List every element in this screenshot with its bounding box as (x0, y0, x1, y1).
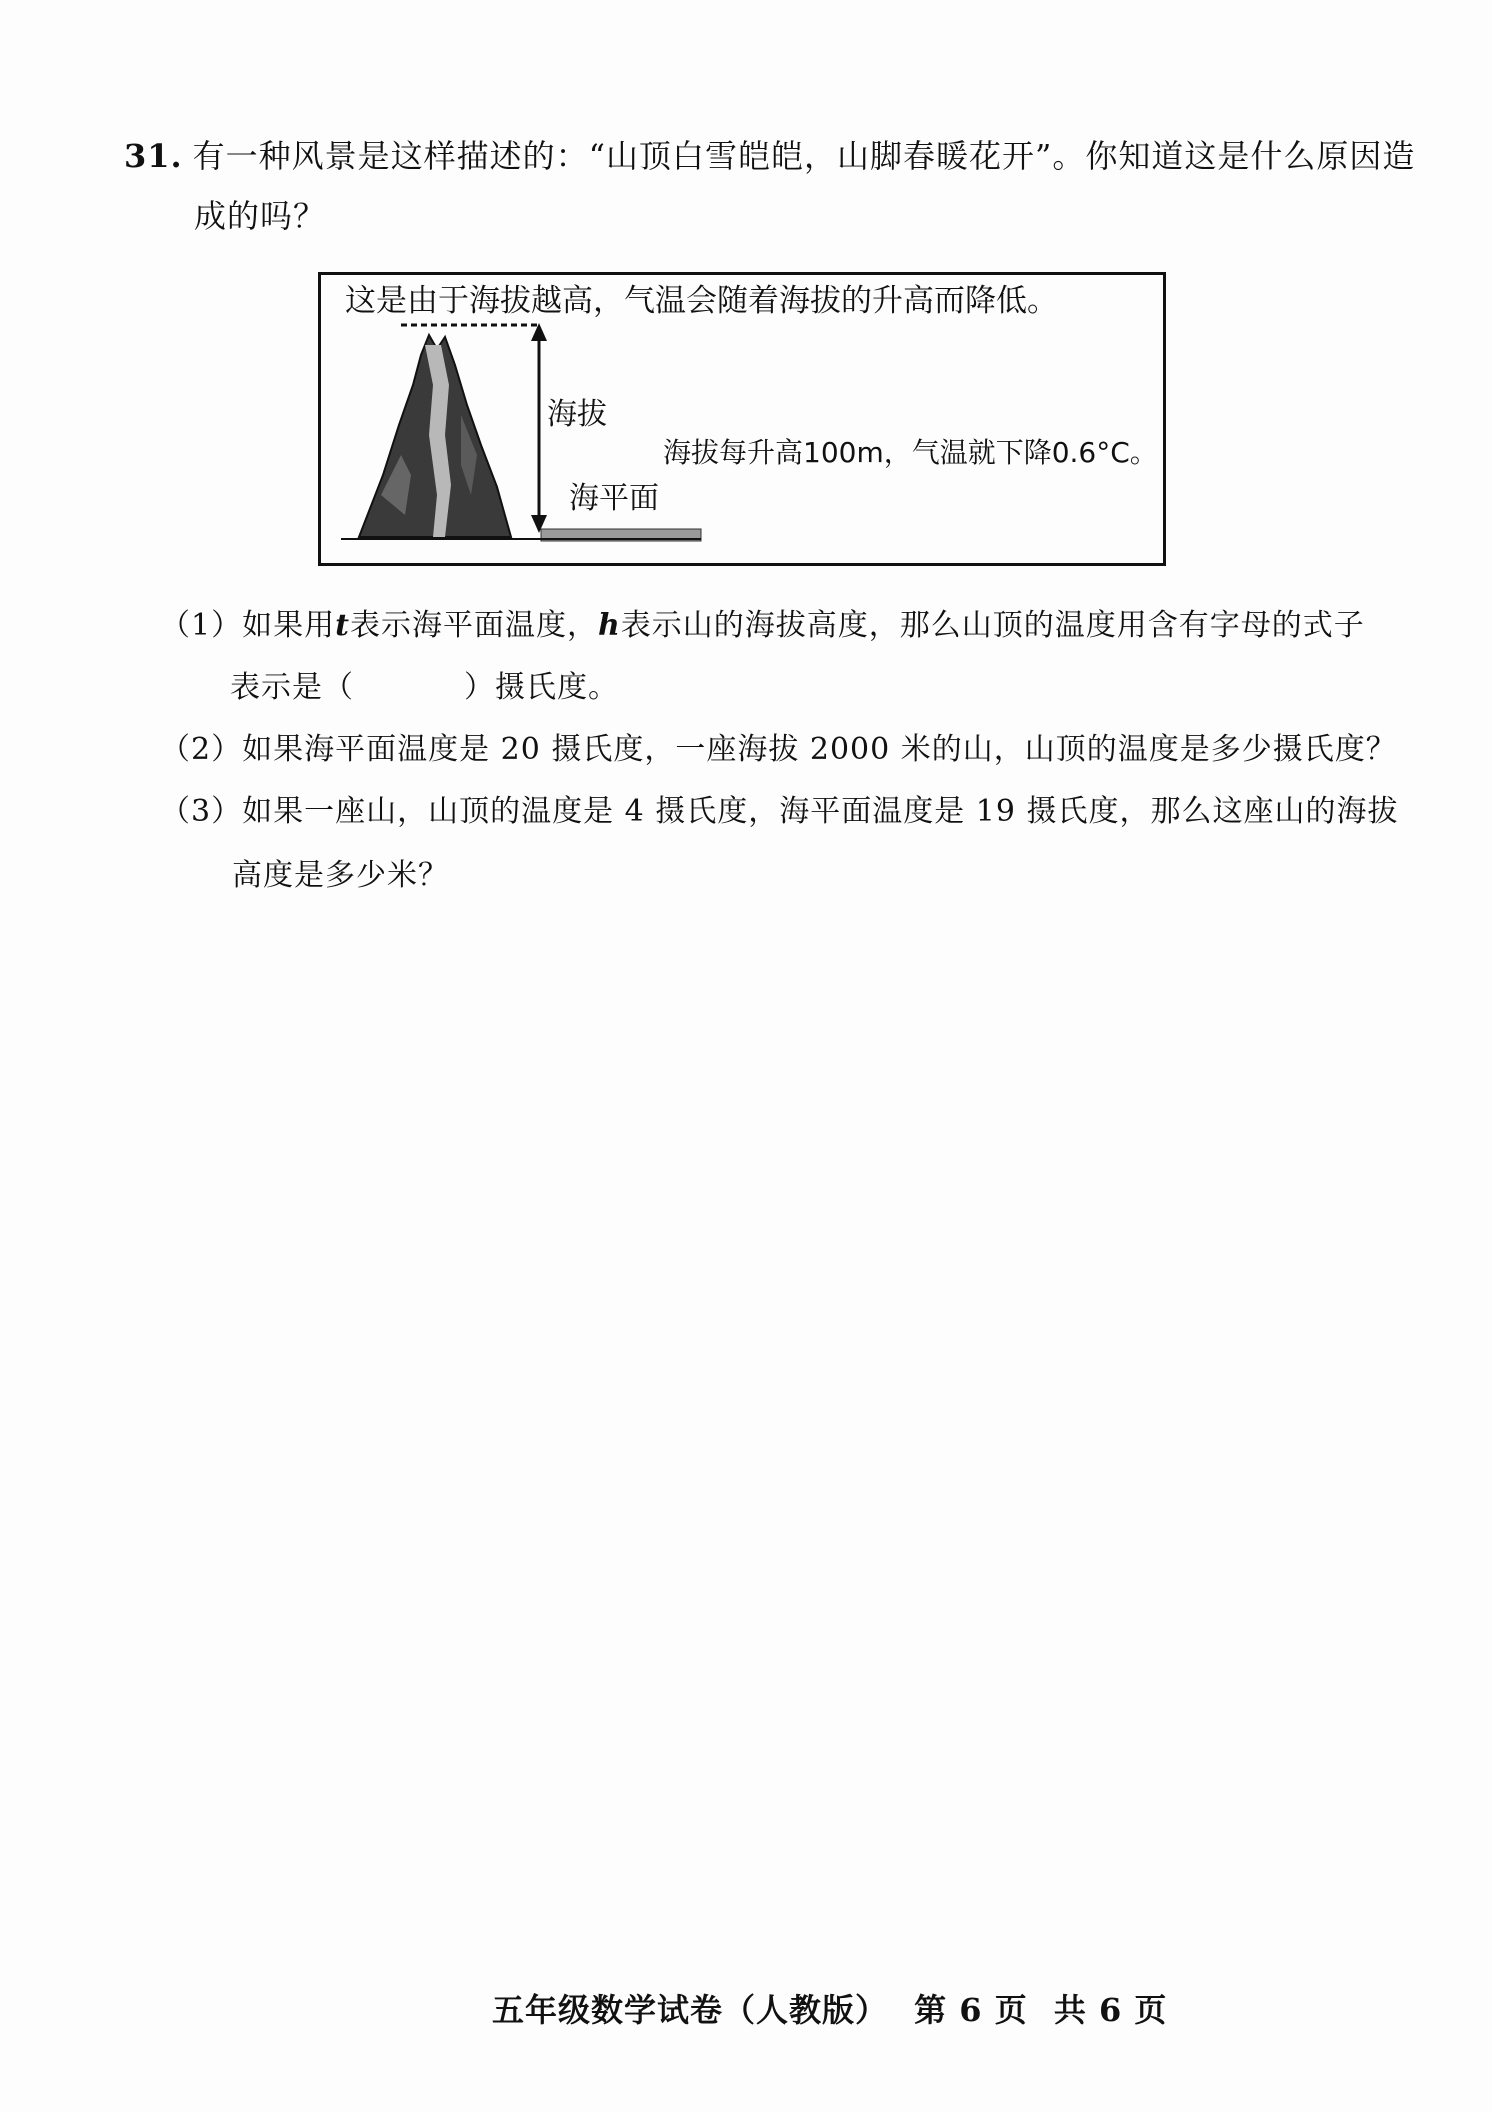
question-text-line-1: 有一种风景是这样描述的：“山顶白雪皑皑，山脚春暖花开”。你知道这是什么原因造 (192, 137, 1416, 175)
figure-caption: 这是由于海拔越高，气温会随着海拔的升高而降低。 (345, 283, 1058, 319)
footer-page: 第 6 页 (914, 1991, 1028, 2029)
subquestion-3-line-2: 高度是多少米？ (232, 858, 449, 893)
sq1-prefix: （1）如果用 (160, 608, 336, 643)
page-footer (492, 1990, 1181, 2030)
sea-level-label: 海平面 (569, 481, 659, 516)
sq1-answer-open: 表示是（ (230, 670, 354, 705)
question-line-1 (124, 136, 1415, 176)
sq1-mid2: 表示山的海拔高度，那么山顶的温度用含有字母的式子 (620, 608, 1365, 643)
rule-text: 海拔每升高100m，气温就下降0.6°C。 (663, 436, 1158, 469)
question-number: 31. (124, 137, 183, 175)
sq1-answer-close: ）摄氏度。 (464, 670, 619, 705)
subquestion-3-line-1: （3）如果一座山，山顶的温度是 4 摄氏度，海平面温度是 19 摄氏度，那么这座山的海拔 (160, 794, 1399, 829)
footer-total: 共 6 页 (1053, 1991, 1168, 2029)
variable-t: t (335, 608, 350, 643)
sq1-mid1: 表示海平面温度， (349, 608, 598, 643)
footer-title: 五年级数学试卷（人教版） (492, 1991, 889, 2029)
mountain-icon (359, 335, 511, 537)
subquestion-1-line-2 (230, 668, 619, 708)
subquestion-2: （2）如果海平面温度是 20 摄氏度，一座海拔 2000 米的山，山顶的温度是多少摄氏度？ (160, 732, 1397, 767)
altitude-figure (318, 272, 1166, 566)
altitude-label: 海拔 (547, 397, 607, 432)
subquestion-1-line-1 (160, 606, 1365, 646)
variable-h: h (597, 608, 621, 643)
question-line-2 (194, 196, 326, 236)
question-text-line-2: 成的吗？ (194, 197, 327, 235)
